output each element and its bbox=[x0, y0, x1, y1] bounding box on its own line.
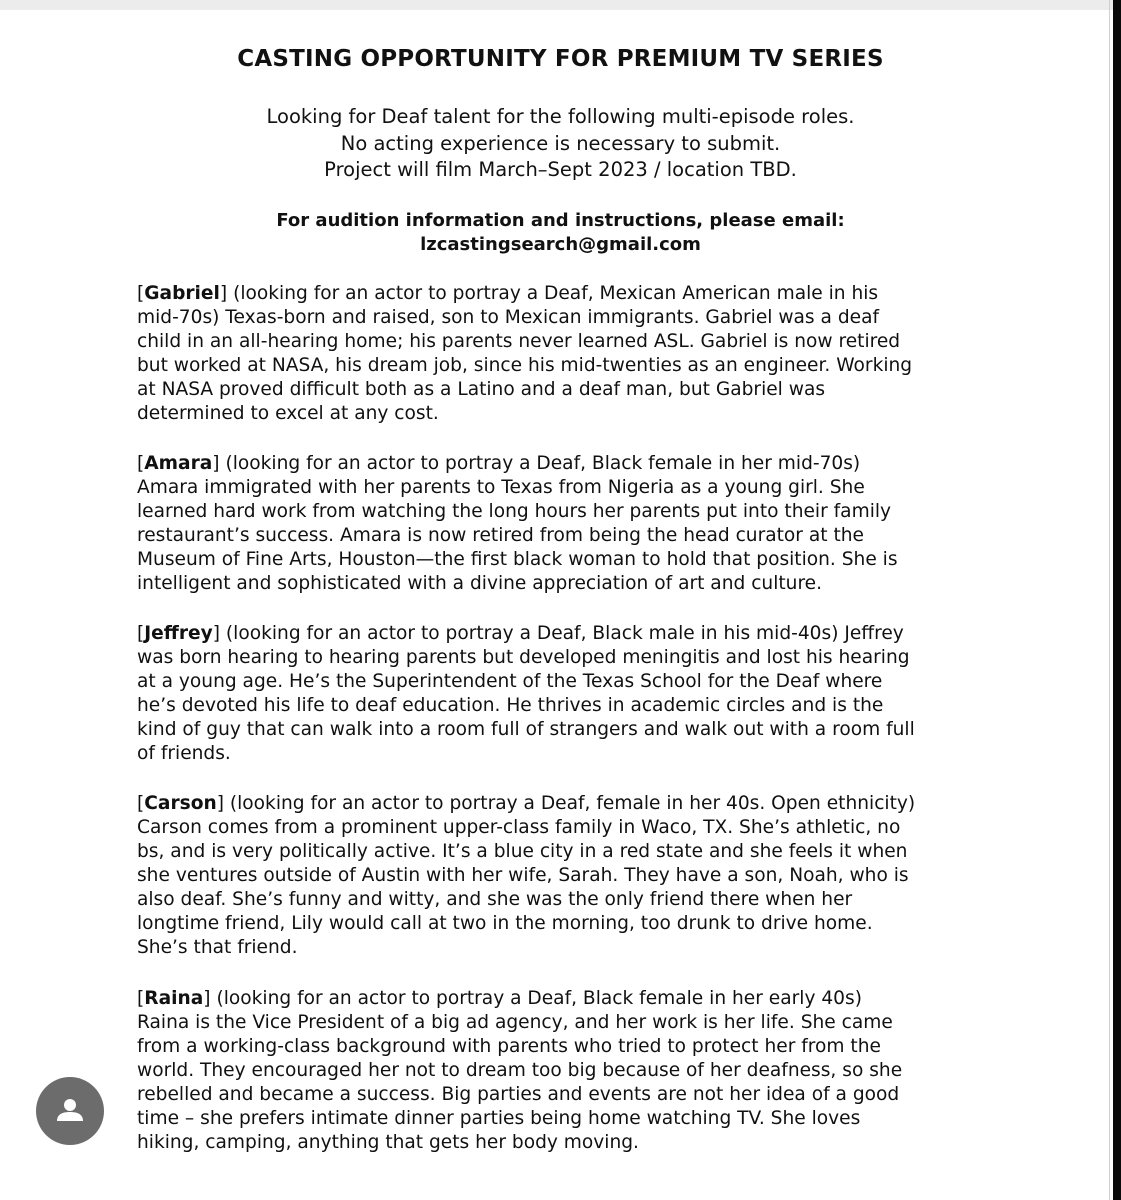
role-text: ] (looking for an actor to portray a Deaf, Black male in his mid-40s) Jeffrey was born hearing to hearing parents but developed meningitis and lost his hearing at a young age. He’s the Superintendent of the Texas School for the Deaf where he’s devoted his life to deaf education. He thrives in academic circles and is the kind of guy that can walk into a room full of strangers and walk out with a room full of friends. bbox=[137, 623, 915, 764]
contact-line: For audition information and instructions, please email: bbox=[276, 210, 845, 231]
user-avatar-button[interactable] bbox=[36, 1077, 104, 1145]
role-text: ] (looking for an actor to portray a Deaf, Black female in her early 40s) Raina is the Vice President of a big ad agency, and her work is her life. She came from a working-class background with parents who tried to protect her from the world. They encouraged her not to dream too big because of her deafness, so she rebelled and became a success. Big parties and events are not her idea of a good time – she prefers intimate dinner parties being home watching TV. She loves hiking, camping, anything that gets her body moving. bbox=[137, 988, 903, 1153]
contact-block bbox=[0, 209, 1121, 257]
role-description: [Amara] (looking for an actor to portray a Deaf, Black female in her mid-70s) Amara immigrated with her parents to Texas from Nigeria as a young girl. She learned hard work from watching the long hours her parents put into their family restaurant’s success. Amara is now retired from being the head curator at the Museum of Fine Arts, Houston—the first black woman to hold that position. She is intelligent and sophisticated with a divine appreciation of art and culture. bbox=[137, 453, 898, 594]
role-description: [Gabriel] (looking for an actor to portray a Deaf, Mexican American male in his mid-70s) Texas-born and raised, son to Mexican immigrants. Gabriel was a deaf child in an all-hearing home; his parents never learned ASL. Gabriel is now retired but worked at NASA, his dream job, since his mid-twenties as an engineer. Working at NASA proved difficult both as a Latino and a deaf man, but Gabriel was determined to excel at any cost. bbox=[137, 283, 913, 424]
document-title: CASTING OPPORTUNITY FOR PREMIUM TV SERIES bbox=[237, 46, 884, 72]
role-text: ] (looking for an actor to portray a Deaf, female in her 40s. Open ethnicity) Carson comes from a prominent upper-class family in Waco, TX. She’s athletic, no bs, and is very politically active. It’s a blue city in a red state and she feels it when she ventures outside of Austin with her wife, Sarah. They have a son, Noah, who is also deaf. She’s funny and witty, and she was the only friend there when her longtime friend, Lily would call at two in the morning, too drunk to drive home. She’s that friend. bbox=[137, 793, 916, 958]
intro-line: Project will film March–Sept 2023 / location TBD. bbox=[324, 158, 797, 181]
role-name: Amara bbox=[144, 453, 213, 474]
role-description: [Raina] (looking for an actor to portray a Deaf, Black female in her early 40s) Raina is the Vice President of a big ad agency, and her work is her life. She came from a working-class background with parents who tried to protect her from the world. They encouraged her not to dream too big because of her deafness, so she rebelled and became a success. Big parties and events are not her idea of a good time – she prefers intimate dinner parties being home watching TV. She loves hiking, camping, anything that gets her body moving. bbox=[137, 988, 903, 1153]
role-text: ] (looking for an actor to portray a Deaf, Black female in her mid-70s) Amara immigrated with her parents to Texas from Nigeria as a young girl. She learned hard work from watching the long hours her parents put into their family restaurant’s success. Amara is now retired from being the head curator at the Museum of Fine Arts, Houston—the first black woman to hold that position. She is intelligent and sophisticated with a divine appreciation of art and culture. bbox=[137, 453, 898, 594]
intro-block bbox=[0, 104, 1121, 184]
intro-line: No acting experience is necessary to submit. bbox=[340, 131, 781, 155]
role-description: [Carson] (looking for an actor to portray a Deaf, female in her 40s. Open ethnicity) Carson comes from a prominent upper-class family in Waco, TX. She’s athletic, no bs, and is very politically active. It’s a blue city in a red state and she feels it when she ventures outside of Austin with her wife, Sarah. They have a son, Noah, who is also deaf. She’s funny and witty, and she was the only friend there when her longtime friend, Lily would call at two in the morning, too drunk to drive home. She’s that friend. bbox=[137, 793, 916, 958]
role-name: Gabriel bbox=[144, 283, 220, 304]
role-description: [Jeffrey] (looking for an actor to portray a Deaf, Black male in his mid-40s) Jeffrey was born hearing to hearing parents but developed meningitis and lost his hearing at a young age. He’s the Superintendent of the Texas School for the Deaf where he’s devoted his life to deaf education. He thrives in academic circles and is the kind of guy that can walk into a room full of strangers and walk out with a room full of friends. bbox=[137, 623, 915, 764]
role-text: ] (looking for an actor to portray a Deaf, Mexican American male in his mid-70s) Texas-born and raised, son to Mexican immigrants. Gabriel was a deaf child in an all-hearing home; his parents never learned ASL. Gabriel is now retired but worked at NASA, his dream job, since his mid-twenties as an engineer. Working at NASA proved difficult both as a Latino and a deaf man, but Gabriel was determined to excel at any cost. bbox=[137, 283, 913, 424]
intro-line: Looking for Deaf talent for the following multi-episode roles. bbox=[266, 105, 855, 128]
role-name: Raina bbox=[144, 988, 204, 1009]
contact-email: lzcastingsearch@gmail.com bbox=[420, 234, 701, 255]
role-name: Jeffrey bbox=[144, 623, 213, 644]
person-icon bbox=[36, 1077, 104, 1145]
role-name: Carson bbox=[144, 793, 217, 814]
